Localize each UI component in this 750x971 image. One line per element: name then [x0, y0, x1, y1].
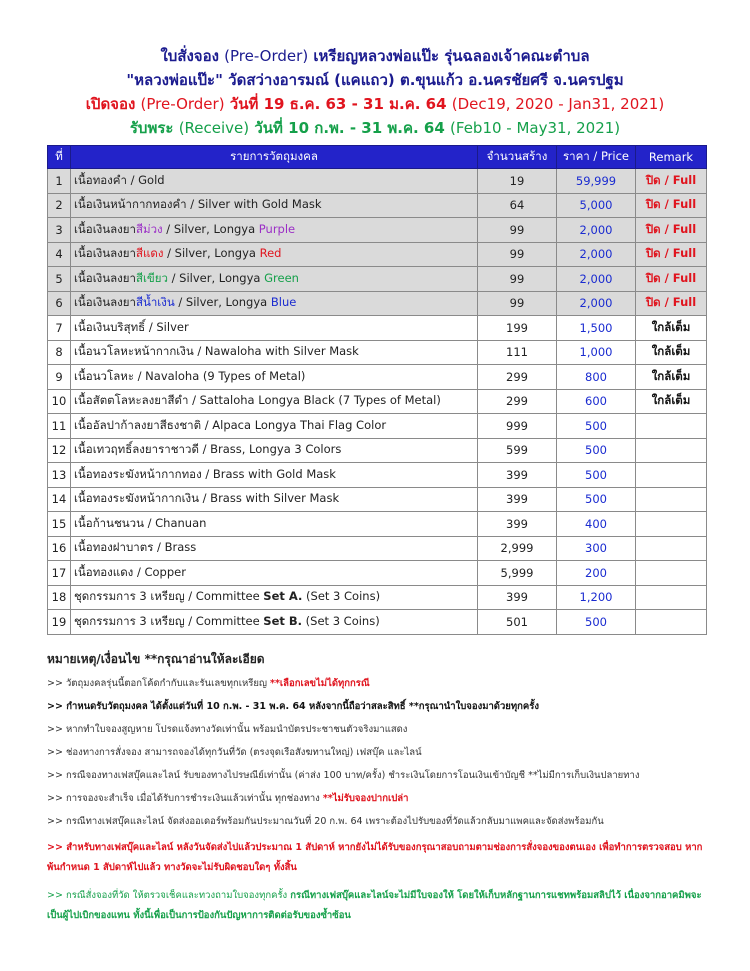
col-header-item: รายการวัตถุมงคล — [71, 146, 478, 169]
order-table — [47, 145, 707, 635]
table-row: 2 เนื้อเงินหน้ากากทองคำ / Silver with Gold Mask 64 5,000 ปิด / Full — [48, 193, 707, 218]
table-row: 11 เนื้ออัลปาก้าลงยาสีธงชาติ / Alpaca Longya Thai Flag Color 999 500 — [48, 414, 707, 439]
table-row: 14 เนื้อทองระฆังหน้ากากเงิน / Brass with Silver Mask 399 500 — [48, 487, 707, 512]
note-1: >> วัตถุมงคลรุ่นนี้ตอกโค้ดกำกับและรันเลขทุกเหรียญ **เลือกเลขไม่ได้ทุกกรณี — [47, 678, 370, 689]
col-header-qty: จำนวนสร้าง — [478, 146, 557, 169]
table-row: 9 เนื้อนวโลหะ / Navaloha (9 Types of Metal) 299 800 ใกล้เต็ม — [48, 365, 707, 390]
status-badge: ปิด / Full — [636, 267, 707, 292]
table-row: 18 ชุดกรรมการ 3 เหรียญ / Committee Set A. (Set 3 Coins) 399 1,200 — [48, 585, 707, 610]
table-row: 3 เนื้อเงินลงยาสีม่วง / Silver, Longya Purple 99 2,000 ปิด / Full — [48, 218, 707, 243]
table-row: 17 เนื้อทองแดง / Copper 5,999 200 — [48, 561, 707, 586]
status-badge: ใกล้เต็ม — [636, 389, 707, 414]
table-row: 7 เนื้อเงินบริสุทธิ์ / Silver 199 1,500 ใกล้เต็ม — [48, 316, 707, 341]
note-2: >> กำหนดรับวัตถุมงคล ได้ตั้งแต่วันที่ 10 ก.พ. - 31 พ.ค. 64 หลังจากนี้ถือว่าสละสิทธิ์ **กรุณานำใบจองมาด้วยทุกครั้ง — [47, 701, 539, 712]
table-row: 4 เนื้อเงินลงยาสีแดง / Silver, Longya Red 99 2,000 ปิด / Full — [48, 242, 707, 267]
note-9: >> กรณีสั่งจองที่วัด ให้ตรวจเช็คและทวงถามใบจองทุกครั้ง กรณีทางเฟสบุ๊คและไลน์จะไม่มีใบจองให้ โดยให้เก็บหลักฐานการแชทพร้อมสลิปไว้ เนื่องจากอาคมิพจะเป็นผู้ไปเบิกของแทน ทั้งนี้เพื่อเป็นการป้องกันปัญหาการติดต่อรับของซ้ำซ้อน — [47, 890, 702, 921]
table-row: 13 เนื้อทองระฆังหน้ากากทอง / Brass with Gold Mask 399 500 — [48, 463, 707, 488]
col-header-remark: Remark — [636, 146, 707, 169]
status-badge: ปิด / Full — [636, 242, 707, 267]
note-7: >> กรณีทางเฟสบุ๊คและไลน์ จัดส่งออเดอร์พร้อมกันประมาณวันที่ 20 ก.พ. 64 เพราะต้องไปรับของที่วัดแล้วกลับมาแพคและจัดส่งพร้อมกัน — [47, 816, 604, 827]
status-badge: ปิด / Full — [636, 169, 707, 194]
col-header-no: ที่ — [48, 146, 71, 169]
table-row: 6 เนื้อเงินลงยาสีน้ำเงิน / Silver, Longya Blue 99 2,000 ปิด / Full — [48, 291, 707, 316]
table-row: 8 เนื้อนวโลหะหน้ากากเงิน / Nawaloha with Silver Mask 111 1,000 ใกล้เต็ม — [48, 340, 707, 365]
header-receive-period: รับพระ (Receive) วันที่ 10 ก.พ. - 31 พ.ค. 64 (Feb10 - May31, 2021) — [129, 119, 621, 137]
table-row: 1 เนื้อทองคำ / Gold 19 59,999 ปิด / Full — [48, 169, 707, 194]
header-temple: "หลวงพ่อแป๊ะ" วัดสว่างอารมณ์ (แคแถว) ต.ขุนแก้ว อ.นครชัยศรี จ.นครปฐม — [126, 71, 624, 89]
status-badge: ปิด / Full — [636, 193, 707, 218]
status-badge: ใกล้เต็ม — [636, 340, 707, 365]
status-badge: ใกล้เต็ม — [636, 316, 707, 341]
table-row: 16 เนื้อทองฝาบาตร / Brass 2,999 300 — [48, 536, 707, 561]
header-title: ใบสั่งจอง (Pre-Order) เหรียญหลวงพ่อแป๊ะ รุ่นฉลองเจ้าคณะตำบล — [160, 47, 590, 65]
note-8: >> สำหรับทางเฟสบุ๊คและไลน์ หลังวันจัดส่งไปแล้วประมาณ 1 สัปดาห์ หากยังไม่ได้รับของกรุณาสอบถามตามช่องการสั่งจองของตนเอง เพื่อทำการตรวจสอบ หากพ้นกำหนด 1 สัปดาห์ไปแล้ว ทางวัดจะไม่รับผิดชอบใดๆ ทั้งสิ้น — [47, 842, 703, 873]
status-badge: ปิด / Full — [636, 218, 707, 243]
note-5: >> กรณีจองทางเฟสบุ๊คและไลน์ รับของทางไปรษณีย์เท่านั้น (ค่าส่ง 100 บาท/ครั้ง) ชำระเงินโดยการโอนเงินเข้าบัญชี **ไม่มีการเก็บเงินปลายทาง — [47, 770, 640, 781]
table-row: 15 เนื้อก้านชนวน / Chanuan 399 400 — [48, 512, 707, 537]
notes-section — [47, 650, 707, 936]
status-badge: ปิด / Full — [636, 291, 707, 316]
note-4: >> ช่องทางการสั่งจอง สามารถจองได้ทุกวันที่วัด (ตรงจุดเรือสังฆทานใหญ่) เฟสบุ๊ค และไลน์ — [47, 747, 422, 758]
notes-title: หมายเหตุ/เงื่อนไข **กรุณาอ่านให้ละเอียด — [47, 652, 265, 666]
table-header-row — [48, 146, 707, 169]
col-header-price: ราคา / Price — [557, 146, 636, 169]
note-3: >> หากทำใบจองสูญหาย โปรดแจ้งทางวัดเท่านั้น พร้อมนำบัตรประชาชนตัวจริงมาแสดง — [47, 724, 408, 735]
header-order-period: เปิดจอง (Pre-Order) วันที่ 19 ธ.ค. 63 - 31 ม.ค. 64 (Dec19, 2020 - Jan31, 2021) — [85, 95, 665, 113]
table-row: 5 เนื้อเงินลงยาสีเขียว / Silver, Longya Green 99 2,000 ปิด / Full — [48, 267, 707, 292]
table-row: 19 ชุดกรรมการ 3 เหรียญ / Committee Set B. (Set 3 Coins) 501 500 — [48, 610, 707, 635]
status-badge: ใกล้เต็ม — [636, 365, 707, 390]
note-6: >> การจองจะสำเร็จ เมื่อได้รับการชำระเงินแล้วเท่านั้น ทุกช่องทาง **ไม่รับจองปากเปล่า — [47, 793, 409, 804]
table-row: 12 เนื้อเทวฤทธิ์ลงยาราชาวดี / Brass, Longya 3 Colors 599 500 — [48, 438, 707, 463]
form-header — [0, 0, 750, 140]
table-row: 10 เนื้อสัตตโลหะลงยาสีดำ / Sattaloha Longya Black (7 Types of Metal) 299 600 ใกล้เต็ม — [48, 389, 707, 414]
